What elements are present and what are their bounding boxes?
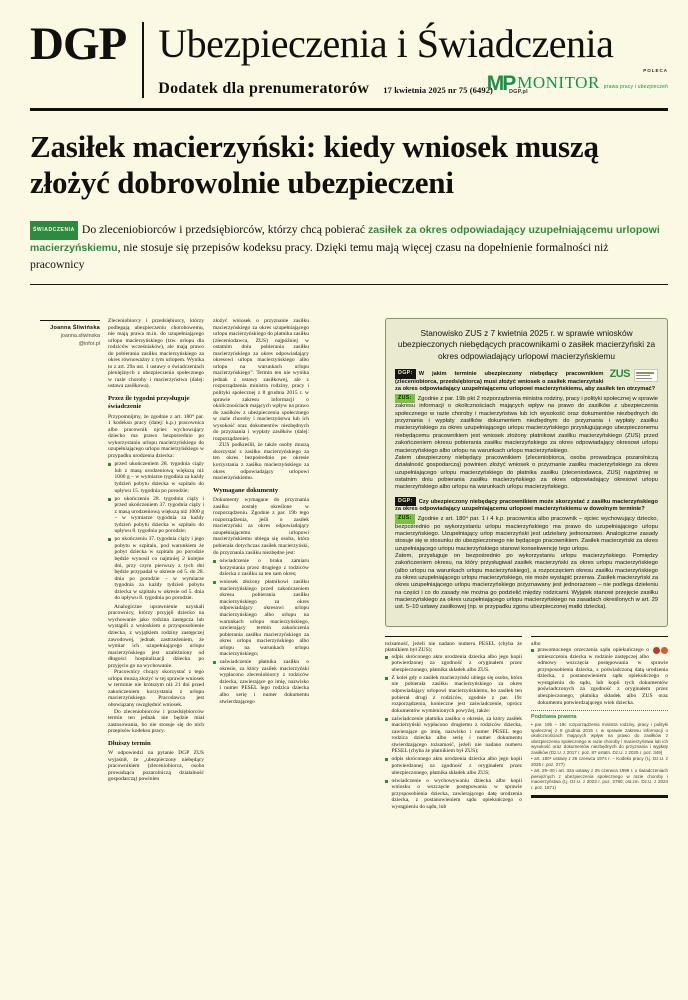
lead-paragraph <box>30 221 664 272</box>
sub-column-right <box>531 636 668 992</box>
zus-secondary-logo-icon <box>634 369 658 382</box>
c2-p3: Dokumenty wymagane do przyznania zasiłku zostały określone w rozporządzeniu. Zgodnie z par. 19b tego rozporządzenia, jeśli o zasiłek macierzyński za okres odpowiadający uzupełniającemu urlopowi macierzyńskiemu ubiega się osoba, która pobierała dotychczas zasiłek macierzyński, do przyznania zasiłku niezbędne jest: <box>213 497 309 556</box>
list-item: zaświadczenie płatnika zasiłku o okresie, za który zasiłek macierzyński wypłacono drugiemu z rodziców dziecka, zawierające go imię, nazwisko i numer PESEL tego rodzica dziecka albo serię i numer dokumentu stwierdzającego tożsamość, jeżeli nie nadano numeru PESEL (chyba że płatnikiem był ZUS); <box>385 716 522 755</box>
page-end-rule <box>531 795 668 798</box>
sc-right-bullets <box>531 647 668 706</box>
sc-left-p1: tożsamość, jeżeli nie nadano numeru PESEL (chyba że płatnikiem był ZUS); <box>385 640 522 654</box>
article-column-1 <box>108 318 204 992</box>
masthead <box>0 0 688 98</box>
qa-answer-2-p1 <box>395 514 658 553</box>
qa-answer-2-p2: Zatem, przysługuje on bezpośrednio po wykorzystaniu urlopu macierzyńskiego. Pomiędzy zakończeniem okresu, na który przysługiwał zasiłek macierzyński za okres urlopu macierzyńskiego (albo urlopu na warunkach urlopu macierzyńskiego), a rozpoczęciem okresu zasiłku macierzyńskiego za okres uzupełniającego urlopu macierzyńskiego, nie może wystąpić przerwa. Zasiłek macierzyński za okres uzupełniającego urlopu macierzyńskiego przyznawany jest jednorazowo – nie podlega dzieleniu na części i co do zasady nie można go podzielić między rodzicami. Wyjątek stanowi przejęcie zasiłku macierzyńskiego za okres uzupełniającego urlopu macierzyńskiego na zasadach określonych w art. 29 ust. 5–10 ustawy zasiłkowej (np. w przypadku zgonu ubezpieczonej matki dziecka). <box>395 552 659 611</box>
monitor-logo <box>486 72 668 95</box>
list-item: zaświadczenie płatnika zasiłku o okresie, za który zasiłek macierzyński wypłacono zleceniobiorcy z rodziców dziecka, zawierające go imię, nazwisko i numer PESEL lego rodzica dziecka albo serię i numer dokumentu stwierdzającego <box>213 659 309 705</box>
c2-cont: złożyć wniosek o przyznanie zasiłku macierzyńskiego za okres uzupełniającego urlopu macierzyńskiego do płatnika zasiłku (zleceniodawca, ZUS) najpóźniej w ostatnim dniu pobierania zasiłku macierzyńskiego za okres odpowiadający okresowi urlopu macierzyńskiego albo urlopu na warunkach urlopu macierzyńskiego”. Termin ten nie wynika jednak z ustawy zasiłkowej, ale z rozporządzenia ministra rodziny, pracy i polityki społecznej z 8 grudnia 2015 r. w sprawie zakresu informacji o okolicznościach mających wpływ na prawo do zasiłków z ubezpieczenia społecznego w razie choroby i macierzyństwa lub ich wysokość oraz dokumentów niezbędnych do przyznania i wypłaty zasiłków (dalej: rozporządzenie). <box>213 318 309 442</box>
sub-column-left <box>385 636 522 992</box>
sc-left-bullets <box>385 654 522 811</box>
qa-answer-2 <box>395 514 658 611</box>
mp-mark-icon: MP <box>486 72 515 95</box>
list-item: oświadczenie o wychowywaniu dziecka albo kopii wniosku o wszczęcie postępowania w sprawie przysposobienia dziecka, zawierającego datę urodzenia dziecka, z postanowieniem sądu opiekuńczego o wystąpieniu do sądu, lub <box>385 778 522 811</box>
zus-box-title: Stanowisko ZUS z 7 kwietnia 2025 r. w sprawie wniosków ubezpieczonych niebędących pracownikami o zasiłek macierzyński za okres odpowiadający urlopowi macierzyńskiemu <box>397 328 656 361</box>
list-item: po ukończeniu 28. tygodnia ciąży i przed ukończeniem 37. tygodnia ciąży i z masą urodzeniową większą niż 1000 g – w wymiarze tygodnia za każdy tydzień pobytu dziecka w szpitalu do upływu 8. tygodnia po porodzie; <box>108 496 204 535</box>
monitor-brand: MONITOR <box>517 73 600 92</box>
c2-heading-1: Wymagane dokumenty <box>213 486 279 494</box>
list-item: odpis skróconego aktu urodzenia dziecka albo jego kopii potwierdzonej za zgodność z oryginałem przez ubezpieczonego, płatnika składek albo ZUS. <box>385 654 522 674</box>
subcol-rule <box>531 636 668 637</box>
law-item: • par. 19b – 19c rozporządzenia ministra rodziny, pracy i polityki społecznej z 8 grudnia 2015 r. w sprawie zakresu informacji o okolicznościach mających wpływ na prawo do zasiłków z ubezpieczenia społecznego w razie choroby i macierzyństwa lub ich wysokość oraz dokumentów niezbędnych do przyznania i wypłaty zasiłków (Dz.U. z 2017 r. poz. 87 ostatn. Dz.U. z 2025 r. poz. 349) <box>531 722 668 755</box>
supplement-subtitle: Dodatek dla prenumeratorów <box>158 80 370 97</box>
qa-item-1 <box>395 369 658 491</box>
list-item: przed ukończeniem 28. tygodnia ciąży lub z masą urodzeniową większą niż 1000 g – w wymiarze tygodnia za każdy tydzień pobytu dziecka w szpitalu do upływu 15. tygodnia po porodzie; <box>108 461 204 494</box>
list-item: po ukończeniu 37. tygodnia ciąży i jego pobytu w szpitalu, pod warunkiem że pobyt dziecka w szpitalu po porodzie będzie wynosił co najmniej 2 kolejne dni, przy czym pierwszy z tych dni będzie przypadał w okresie od 5. do 28. dnia po porodzie – w wymiarze tygodnia za każdy tydzień pobytu dziecka w szpitalu w okresie od 5. dnia do upływu 8. tygodnia po porodzie. <box>108 536 204 601</box>
c1-heading-2: Dłuższy termin <box>108 739 151 747</box>
legal-basis-heading: Podstawa prawna <box>531 714 577 721</box>
dgp-logo: DGP <box>30 18 127 70</box>
c2-p2: ZUS podkreślił, że także osoby muszą skorzystać z zasiłku macierzyńskiego za ten okres bezpośrednio po okresie korzystania z zasiłku macierzyńskiego za okres odpowiadający urlopowi macierzyńskiemu. <box>213 442 309 482</box>
c1-p1: Przypomnijmy, że zgodnie z art. 180⁴ par. 1 kodeksu pracy (dalej: k.p.) pracownica albo pracownik ojciec wychowujący dziecko ma prawo bezpośrednio po wykorzystaniu urlopu macierzyńskiego do uzupełniającego urlopu macierzyńskiego w przypadku urodzenia dziecka: <box>108 413 204 459</box>
byline-column <box>30 318 108 992</box>
qa-question-2 <box>395 497 658 514</box>
article-columns <box>108 318 376 992</box>
c2-bullets <box>213 558 309 705</box>
qa-question-1-text: W jakim terminie ubezpieczony niebędący pracownikiem (zleceniobiorca, przedsiębiorca) musi złożyć wniosek o zasiłek macierzyński za okres odpowiadający uzupełniającemu urlopowi macierzyńskiemu, aby zasiłek ten otrzymać? <box>395 371 656 392</box>
subcol-rule <box>385 636 522 637</box>
section-title: Ubezpieczenia i Świadczenia <box>158 21 614 66</box>
list-item: oświadczenie o braku zamiaru korzystania przez drugiego z rodziców dziecka z zasiłku za ten sam okres; <box>213 558 309 578</box>
c1-bullets <box>108 461 204 601</box>
c1-p5: W odpowiedzi na pytanie DGP ZUS wyjaśnił, że „ubezpieczony niebędący pracownikiem (zleceniobiorca, osoba prowadząca pozarolniczą działalność gospodarczą) powinien <box>108 750 204 783</box>
page-title: Zasiłek macierzyński: kiedy wniosek muszą złożyć dobrowolnie ubezpieczeni <box>30 129 599 200</box>
qa-question-2-text: Czy ubezpieczony niebędący pracownikiem może skorzystać z zasiłku macierzyńskiego za okres odpowiadający uzupełniającemu urlopowi macierzyńskiemu w dowolnym terminie? <box>395 498 658 512</box>
category-badge: ŚWIADCZENIA <box>30 221 78 240</box>
zus-statement-box <box>385 318 668 627</box>
byline <box>30 320 100 348</box>
monitor-promo <box>487 68 668 93</box>
site-url: DGP.pl <box>508 89 528 95</box>
lead-part2: , nie stosuje się przepisów kodeksu pracy. Dzięki temu mają więcej czasu na dopełnienie formalności niż pracownicy <box>30 241 609 271</box>
c1-intro: Zleceniobiorcy i przedsiębiorcy, którzy podlegają ubezpieczeniu chorobowemu, nie mają prawa m.in. do uzupełniającego urlopu macierzyńskiego (tzw. urlopu dla rodziców wcześniaków), ale mają prawo do pobierania zasiłku macierzyńskiego za okres równoważny z tym urlopem. Wynika to z art. 29a ust. 1 ustawy o świadczeniach pieniężnych z ubezpieczenia społecznego w razie choroby i macierzyństwa (dalej: ustawa zasiłkowa). <box>108 318 204 390</box>
sidebar-sub-columns <box>385 636 668 992</box>
masthead-rule <box>30 108 668 111</box>
poleca-label: POLECA <box>643 68 668 73</box>
c1-p3: Pracownicy chcący skorzystać z tego urlopu muszą złożyć w tej sprawie wniosek w terminie nie krótszym niż 21 dni przed zakończeniem korzystania z urlopu macierzyńskiego. Pracodawca jest obowiązany uwzględnić wniosek. <box>108 669 204 709</box>
qa-answer-1-p2: Zatem ubezpieczony niebędący pracownikiem (zleceniobiorca, osoba prowadząca pozarolniczą działalność gospodarczą) powinien złożyć wniosek o przyznanie zasiłku macierzyńskiego za okres uzupełniającego urlopu macierzyńskiego do płatnika zasiłku (zleceniodawca, ZUS) najpóźniej w ostatnim dniu pobierania zasiłku macierzyńskiego za okres odpowiadający okresowi urlopu macierzyńskiego albo urlopu na warunkach urlopu macierzyńskiego. <box>395 454 658 491</box>
qa-item-2 <box>395 497 658 612</box>
zus-tag: ZUS: <box>395 394 415 403</box>
monitor-tagline: prawa pracy i ubezpieczeń <box>603 84 668 90</box>
legal-divider <box>531 710 668 711</box>
lead-part1: Do zleceniobiorców i przedsiębiorców, którzy chcą pobierać <box>81 223 368 236</box>
c1-heading-1: Przez ile tygodni przysługuje świadczenie <box>108 395 190 411</box>
list-item: wniosek złożony płatnikowi zasiłku macierzyńskiego przed zakończeniem okresu pobierania zasiłku macierzyńskiego za okres odpowiadający okresowi urlopu macierzyńskiego albo urlopu na warunkach urlopu macierzyńskiego, zawierający termin zakończenia pobierania zasiłku macierzyńskiego za okres urlopu macierzyńskiego albo urlopu na warunkach urlopu macierzyńskiego; <box>213 579 309 658</box>
sidebar <box>385 318 668 992</box>
law-item: • art. 29–30 i art. 32a ustawy z 25 czerwca 1999 r. o świadczeniach pieniężnych z ubezpieczenia społecznego w razie choroby i macierzyństwa (t.j. Dz.U. z 2023 r. poz. 2780; ost.zm. Dz.U. z 2024 r. poz. 1871) <box>531 768 668 790</box>
article-column-2 <box>213 318 309 992</box>
sc-right-bullet-text: prawomocnego orzeczenia sądu opiekuńczego o umieszczeniu dziecka w rodzinie zastępczej albo odmowy wszczęcia postępowania w sprawie przysposobienia dziecka, z poświadczoną datą urodzenia dziecka, z postanowieniem sądu opiekuńczego o wystąpieniu do sądu, lub kopii tych dokumentów poświadczonych za zgodność z oryginałem przez ubezpieczonego, płatnika składek albo ZUS oraz dokumentu potwierdzającego wiek dziecka. <box>537 647 668 706</box>
c1-p2: Analogiczne uprawnienie uzyskali pracownicy, którzy przyjęli dziecko na wychowanie jako rodzina zastępcza lub wystąpili z wnioskiem o przysposobienie dziecka, z wyjątkiem rodziny zastępczej zawodowej, jednak zastrzeżeniem, że wymiar ich uzupełniającego urlopu macierzyńskiego jest uzależniony od długości hospitalizacji dziecka po przyjęciu go na wychowanie. <box>108 603 204 669</box>
monitor-text-block <box>517 75 668 93</box>
sc-right-p0: albo <box>531 640 541 647</box>
author-email-line2: @infor.pl <box>78 341 100 347</box>
lead-highlight: zasiłek za okres odpowiadający uzupełniającemu urlopowi macierzyńskiemu <box>30 224 660 255</box>
list-item: odpis skróconego aktu urodzenia dziecka albo jego kopii potwierdzonej za zgodność z oryginałem przez ubezpieczonego, płatnika składek albo ZUS; <box>385 756 522 776</box>
c1-p4: Do zleceniobiorców i przedsiębiorców termin ten jednak nie będzie miał zastosowania, bo nie stosuje się do nich przepisów kodeksu pracy. <box>108 708 204 735</box>
body-area <box>30 318 668 992</box>
issue-date: 17 kwietnia 2025 nr 75 (6492) <box>383 85 493 95</box>
section-end-dots-icon <box>653 647 668 654</box>
author-name: Joanna Śliwińska <box>50 325 100 331</box>
lead-rule <box>30 284 668 285</box>
qa-answer-1-p1-text: Zgodnie z par. 19b pkt 2 rozporządzenia ministra rodziny, pracy i polityki społecznej w sprawie zakresu informacji o okolicznościach mających wpływ na prawo do zasiłków z ubezpieczenia społecznego w razie choroby i macierzyństwa lub ich wysokość oraz dokumentów niezbędnych do przyznania i wypłaty zasiłków dokumentem niezbędnym do przyznania i wypłaty zasiłku macierzyńskiego za okres uzupełniającego urlopu macierzyńskiego przysługującego ubezpieczonemu niebędącemu pracownikiem jest wniosek złożony płatnikowi zasiłku macierzyńskiego (ZUS) przed zakończeniem okresu pobierania zasiłku macierzyńskiego za okres odpowiadający okresowi urlopu macierzyńskiego albo urlopu na warunkach urlopu macierzyńskiego. <box>395 396 658 454</box>
qa-answer-2-p1-text: Zgodnie z art. 180⁴ par. 1 i 4 k.p. pracownica albo pracownik – ojciec wychowujący dziecko, bezpośrednio po wykorzystaniu urlopu macierzyńskiego ma prawo do uzupełniającego urlopu macierzyńskiego. Uzupełniający urlop macierzyński jest udzielany jednorazowo. Analogiczne zasady stosuje się w stosunku do ubezpieczonego nie będącego pracownikiem. Zasiłek macierzyński za okres uzupełniającego urlopu macierzyńskiego stanowi konsekwencję tego urlopu. <box>395 516 658 552</box>
dgp-tag: DGP: <box>395 369 416 378</box>
list-item <box>531 647 668 706</box>
zus-tag: ZUS: <box>395 514 415 523</box>
dgp-tag: DGP: <box>395 497 416 506</box>
author-email-line1: joanna.sliwinska <box>60 333 100 339</box>
zus-logo-group <box>610 369 659 382</box>
list-item: Z kolei gdy o zasiłek macierzyński ubiega się osoba, która nie pobierała zasiłku macierzyńskiego za okres odpowiadający urlopowi macierzyńskiemu, bo zasiłek ten pobierał drugi z rodziców, zgodnie z par. 19c rozporządzenia, konieczne jest zaświadczenie, oprócz dokumentów wymienionych powyżej, także: <box>385 675 522 714</box>
qa-answer-1 <box>395 394 658 491</box>
legal-basis-body <box>531 722 668 790</box>
masthead-divider <box>142 22 144 98</box>
byline-rule <box>40 320 100 321</box>
zus-logo-icon: ZUS <box>609 368 630 381</box>
law-item: • art. 180⁴ ustawy z 26 czerwca 1974 r. – Kodeks pracy (t.j. Dz.U. z 2025 r. poz. 277) <box>531 756 668 767</box>
qa-answer-1-p1 <box>395 394 658 455</box>
